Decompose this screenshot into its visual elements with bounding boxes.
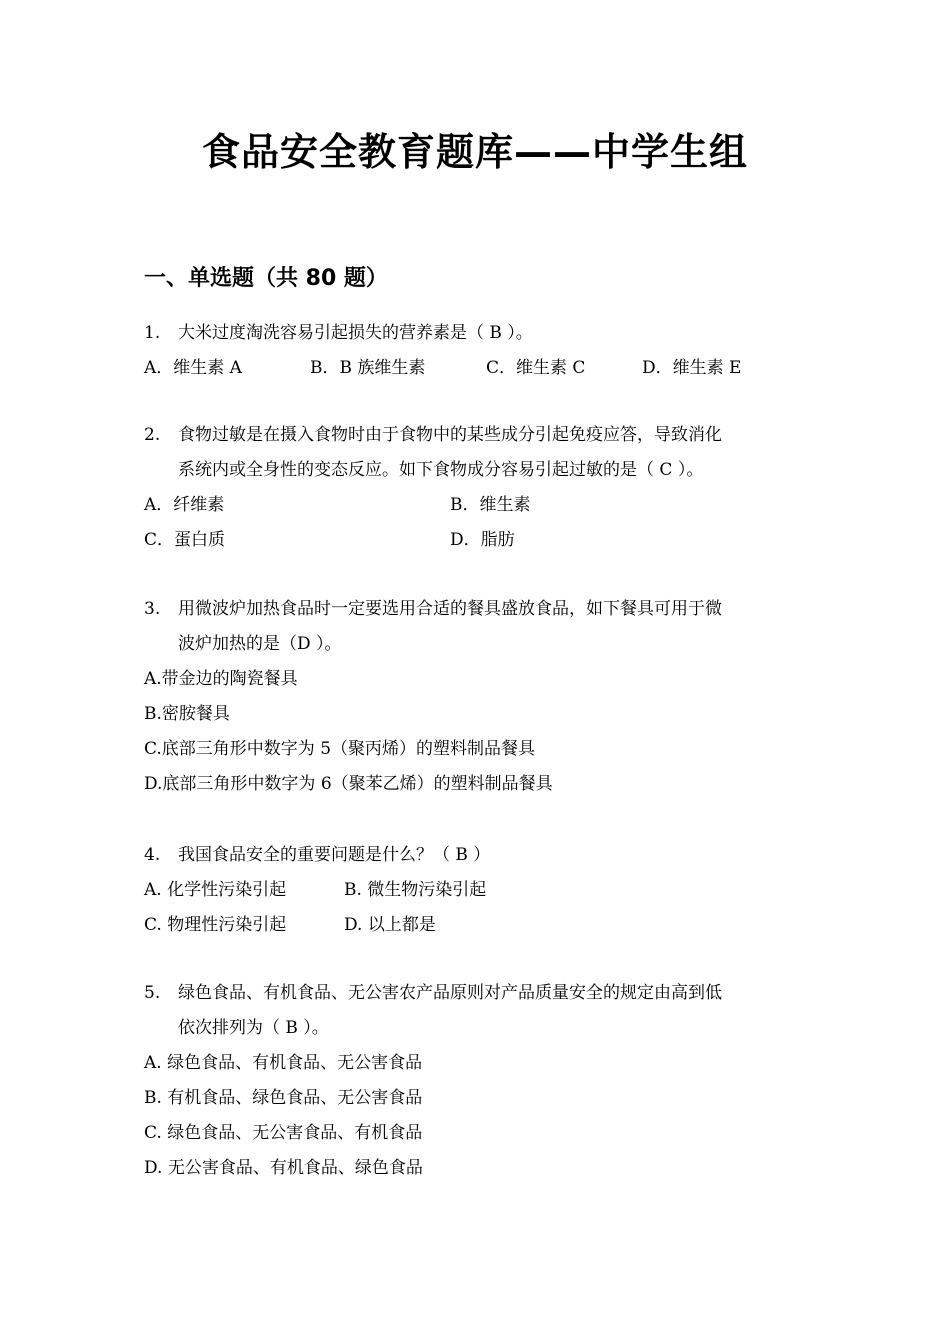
option-c: C. 物理性污染引起	[144, 915, 287, 935]
option-a: A. 化学性污染引起	[144, 880, 287, 900]
question-number: 1.	[144, 323, 161, 343]
question-number: 4.	[144, 845, 161, 865]
options-row	[144, 523, 814, 558]
question-3	[144, 592, 814, 802]
question-text-continued: 系统内或全身性的变态反应。如下食物成分容易引起过敏的是（ C ）。	[178, 460, 704, 480]
question-text-continued: 依次排列为（ B ）。	[178, 1018, 329, 1038]
question-1	[144, 316, 814, 386]
option-c: C. 绿色食品、无公害食品、有机食品	[144, 1123, 423, 1143]
question-text: 绿色食品、有机食品、无公害农产品原则对产品质量安全的规定由高到低	[178, 983, 722, 1003]
question-text: 我国食品安全的重要问题是什么？（ B ）	[178, 845, 491, 865]
question-text: 大米过度淘洗容易引起损失的营养素是（ B ）。	[178, 323, 533, 343]
option-d: D．维生素 E	[642, 358, 742, 378]
option-d: D．脂肪	[450, 530, 515, 550]
question-number: 5.	[144, 983, 161, 1003]
document-title: 食品安全教育题库——中学生组	[201, 130, 748, 174]
options-row	[144, 873, 814, 908]
option-c: C.底部三角形中数字为 5（聚丙烯）的塑料制品餐具	[144, 739, 536, 759]
question-4	[144, 838, 814, 943]
question-stem	[144, 976, 814, 1011]
option-d: D. 以上都是	[344, 915, 436, 935]
question-text: 用微波炉加热食品时一定要选用合适的餐具盛放食品，如下餐具可用于微	[178, 599, 722, 619]
question-text-continued: 波炉加热的是（D ）。	[178, 634, 342, 654]
option-b: B.密胺餐具	[144, 704, 230, 724]
question-text: 食物过敏是在摄入食物时由于食物中的某些成分引起免疫应答，导致消化	[178, 425, 722, 445]
question-number: 3.	[144, 599, 161, 619]
options-row	[144, 488, 814, 523]
option-a: A．纤维素	[144, 495, 225, 515]
question-stem	[144, 418, 814, 453]
question-number: 2.	[144, 425, 161, 445]
option-b: B．维生素	[450, 495, 531, 515]
option-c: C．维生素 C	[486, 358, 586, 378]
options-row	[144, 908, 814, 943]
question-stem	[144, 592, 814, 627]
option-d: D. 无公害食品、有机食品、绿色食品	[144, 1158, 423, 1178]
option-b: B．B 族维生素	[310, 358, 426, 378]
question-stem	[144, 838, 814, 873]
question-stem	[144, 316, 814, 351]
option-b: B. 有机食品、绿色食品、无公害食品	[144, 1088, 423, 1108]
section-heading: 一、单选题（共 80 题）	[144, 266, 388, 291]
question-2	[144, 418, 814, 558]
options-row	[144, 351, 814, 386]
question-5	[144, 976, 814, 1186]
option-b: B. 微生物污染引起	[344, 880, 487, 900]
option-a: A．维生素 A	[144, 358, 242, 378]
option-a: A. 绿色食品、有机食品、无公害食品	[144, 1053, 423, 1073]
option-c: C．蛋白质	[144, 530, 226, 550]
option-d: D.底部三角形中数字为 6（聚苯乙烯）的塑料制品餐具	[144, 774, 553, 794]
option-a: A.带金边的陶瓷餐具	[144, 669, 298, 689]
